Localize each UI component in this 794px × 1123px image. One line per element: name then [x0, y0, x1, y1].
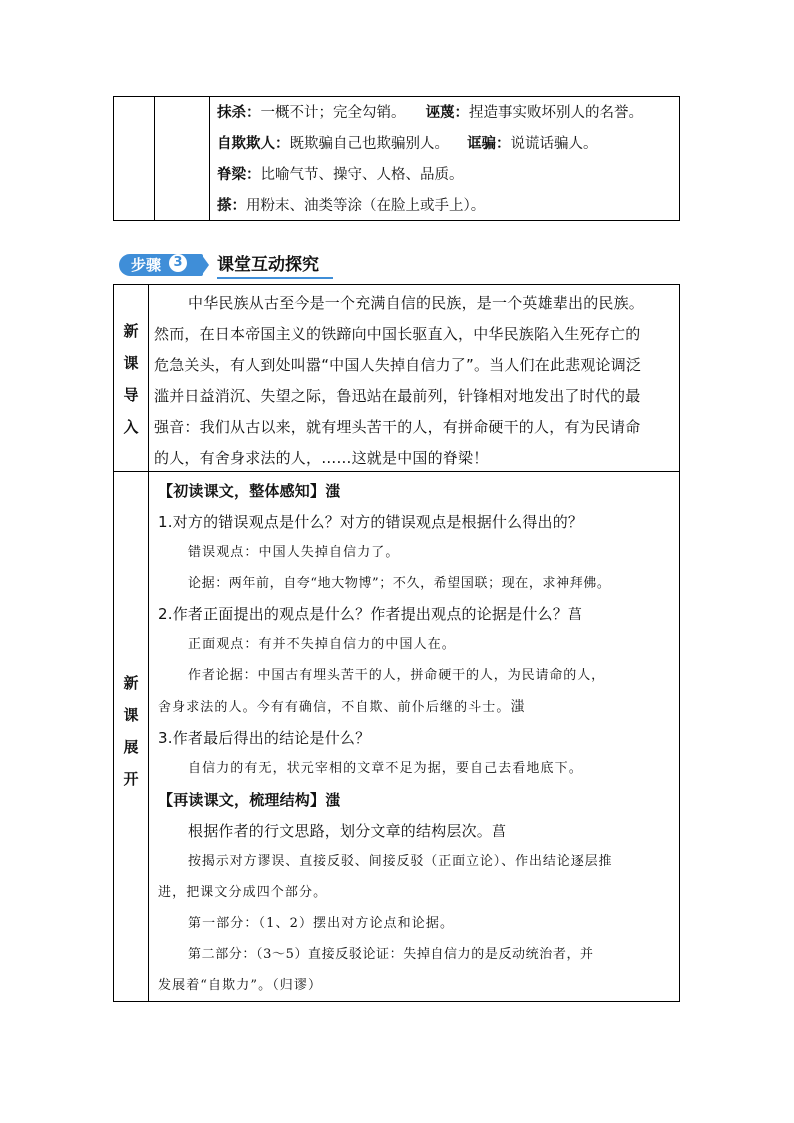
- answer-line: 作者论据：中国古有埋头苦干的人，拼命硬干的人，为民请命的人，: [188, 668, 606, 683]
- body-line: 第一部分：（1、2）摆出对方论点和论据。: [188, 916, 455, 931]
- intro-text-line: 危急关头，有人到处叫嚣“中国人失掉自信力了”。当人们在此悲观论调泛: [154, 356, 642, 374]
- glossary-line-1: [217, 103, 643, 123]
- table-divider: [154, 97, 155, 220]
- marker-glyph: 滍: [325, 482, 341, 500]
- answer-line: 舍身求法的人。今有有确信，不自欺、前仆后继的斗士。滍: [158, 699, 526, 715]
- body-line: 第二部分：（3～5）直接反驳论证：失掉自信力的是反动统治者，并: [188, 947, 594, 962]
- lesson-side-label: 新 课 展 开: [123, 674, 139, 788]
- step-number-circle: 3: [169, 254, 187, 272]
- glossary-term: 脊梁：: [217, 167, 261, 183]
- section-heading: 【初读课文，整体感知】滍: [158, 482, 341, 500]
- question: 1.对方的错误观点是什么？对方的错误观点是根据什么得出的？: [158, 513, 584, 531]
- section-heading: 【再读课文，梳理结构】滍: [158, 791, 341, 809]
- step-badge: [119, 254, 203, 276]
- lesson-table: [113, 284, 680, 1002]
- title-underline: [217, 277, 333, 279]
- answer-line: 错误观点：中国人失掉自信力了。: [188, 545, 400, 560]
- step-label: 步骤: [131, 256, 162, 274]
- intro-text-line: 中华民族从古至今是一个充满自信的民族，是一个英雄辈出的民族。: [188, 294, 645, 312]
- body-line: 进，把课文分成四个部分。: [158, 885, 328, 900]
- glossary-term: 抹杀：: [217, 105, 261, 121]
- glossary-definition: 捏造事实败坏别人的名誉。: [469, 105, 643, 121]
- marker-glyph: 菖: [492, 824, 507, 840]
- question: 3.作者最后得出的结论是什么？: [158, 729, 371, 747]
- intro-text-line: 强音：我们从古以来，就有埋头苦干的人，有拼命硬干的人，有为民请命: [154, 418, 641, 436]
- marker-glyph: 滍: [325, 791, 341, 809]
- glossary-term: 诓骗：: [467, 136, 511, 152]
- glossary-table: [113, 96, 680, 221]
- question: 2.作者正面提出的观点是什么？作者提出观点的论据是什么？菖: [158, 605, 583, 623]
- table-divider: [148, 285, 149, 1001]
- glossary-definition: 用粉末、油类等涂（在脸上或手上）。: [246, 198, 486, 214]
- answer-line: 自信力的有无，状元宰相的文章不足为据，要自己去看地底下。: [188, 761, 583, 776]
- glossary-definition: 说谎话骗人。: [510, 136, 598, 152]
- table-divider: [209, 97, 210, 220]
- glossary-definition: 既欺骗自己也欺骗别人。: [289, 136, 449, 152]
- marker-glyph: 菖: [567, 607, 583, 623]
- glossary-term: 自欺欺人：: [217, 136, 290, 152]
- body-line: 发展着“自欺力”。（归谬）: [158, 978, 323, 993]
- step-banner: [113, 252, 333, 278]
- glossary-term: 搽：: [217, 198, 246, 214]
- glossary-definition: 比喻气节、操守、人格、品质。: [260, 167, 464, 183]
- table-divider: [114, 471, 679, 472]
- glossary-line-2: [217, 134, 598, 154]
- glossary-definition: 一概不计；完全勾销。: [260, 105, 406, 121]
- intro-text-line: 滥并日益消沉、失望之际，鲁迅站在最前列，针锋相对地发出了时代的最: [154, 387, 641, 405]
- glossary-term: 诬蔑：: [425, 105, 469, 121]
- body-line: 按揭示对方谬误、直接反驳、间接反驳（正面立论）、作出结论逐层推: [188, 854, 613, 869]
- intro-side-label: 新 课 导 入: [123, 322, 139, 436]
- intro-text-line: 的人，有舍身求法的人，……这就是中国的脊梁！: [154, 449, 489, 467]
- marker-glyph: 滍: [510, 699, 526, 715]
- intro-text-line: 然而，在日本帝国主义的铁蹄向中国长驱直入，中华民族陷入生死存亡的: [154, 325, 641, 343]
- answer-line: 论据：两年前，自夸“地大物博”；不久，希望国联；现在，求神拜佛。: [188, 576, 611, 591]
- glossary-line-3: [217, 165, 464, 185]
- body-line: 根据作者的行文思路，划分文章的结构层次。菖: [188, 822, 507, 840]
- answer-line: 正面观点：有并不失掉自信力的中国人在。: [188, 637, 456, 652]
- chevron-right-icon: [201, 254, 209, 276]
- glossary-line-4: [217, 196, 485, 216]
- section-title: 课堂互动探究: [217, 255, 319, 275]
